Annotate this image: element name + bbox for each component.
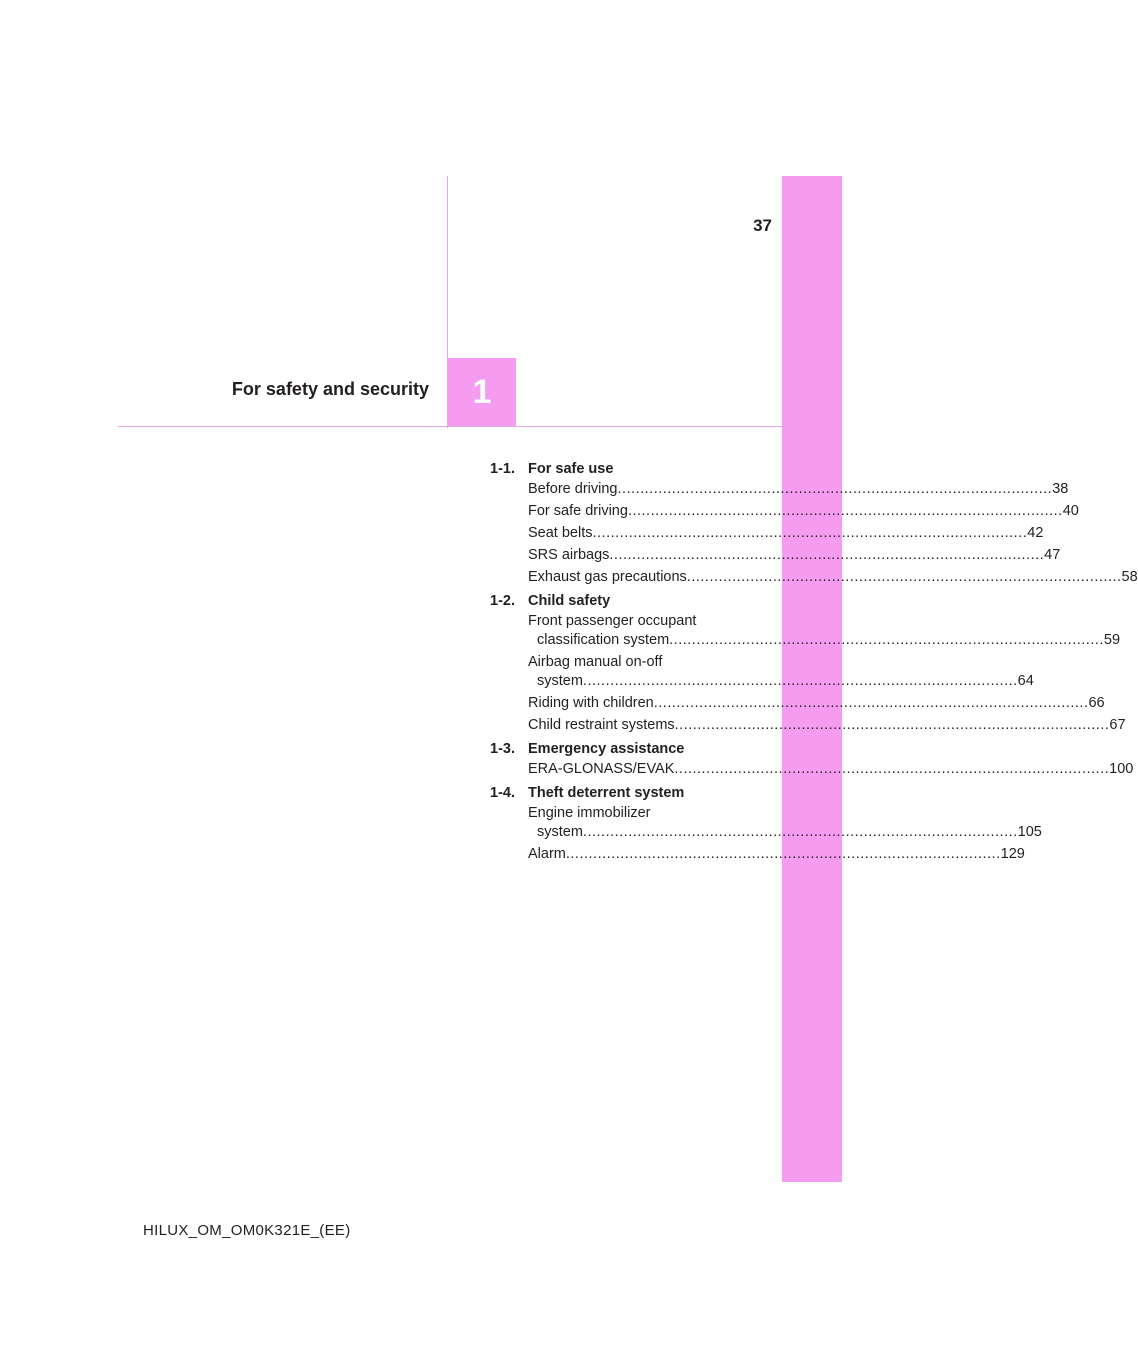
entry-page: 129 <box>1000 846 1025 862</box>
leader-dots <box>687 568 1122 587</box>
section-title[interactable]: Emergency assistance <box>528 741 685 757</box>
entry-text-continued: classification system <box>537 632 670 648</box>
leader-dots <box>593 524 1028 543</box>
entry-page: 40 <box>1062 503 1079 519</box>
toc-entry[interactable] <box>528 716 1126 735</box>
entry-text: Exhaust gas precautions <box>528 569 687 585</box>
toc-section-heading <box>490 459 740 480</box>
leader-dots <box>583 673 1018 689</box>
leader-dots <box>669 632 1104 648</box>
entry-text: Before driving <box>528 481 618 497</box>
toc-section <box>490 591 1126 735</box>
entry-text: Airbag manual on-off <box>528 654 663 670</box>
toc-section <box>490 459 1138 587</box>
entry-text: SRS airbags <box>528 547 610 563</box>
toc-section-heading <box>490 591 740 612</box>
leader-dots <box>617 480 1052 499</box>
entry-page: 38 <box>1052 481 1069 497</box>
entry-text: Front passenger occupant <box>528 613 697 629</box>
toc-entry[interactable] <box>528 612 1121 650</box>
toc-section <box>490 739 1134 779</box>
toc-section <box>490 783 1042 864</box>
section-title[interactable]: Theft deterrent system <box>528 785 685 801</box>
entry-text: Child restraint systems <box>528 717 675 733</box>
page-number: 37 <box>753 216 772 235</box>
entry-page: 47 <box>1044 547 1061 563</box>
toc-section-heading <box>490 739 740 760</box>
toc-entry[interactable] <box>528 804 1042 842</box>
entry-text: Riding with children <box>528 695 654 711</box>
leader-dots <box>583 824 1018 840</box>
toc-section-heading <box>490 783 740 804</box>
entry-page: 105 <box>1017 824 1042 840</box>
entry-text: Alarm <box>528 846 566 862</box>
toc-entry[interactable] <box>528 480 1069 499</box>
leader-dots <box>609 546 1044 565</box>
chapter-number-box: 1 <box>448 358 516 426</box>
entry-page: 59 <box>1103 632 1121 648</box>
entry-page: 42 <box>1027 525 1044 541</box>
chapter-title: For safety and security <box>231 379 429 399</box>
entry-text-continued: system <box>537 673 583 689</box>
toc-entry[interactable] <box>528 502 1079 521</box>
section-number: 1-4. <box>490 785 515 801</box>
toc-entry[interactable] <box>528 694 1105 713</box>
section-title[interactable]: For safe use <box>528 461 614 477</box>
toc-entry[interactable] <box>528 845 1025 864</box>
entry-text: Seat belts <box>528 525 593 541</box>
toc-entry[interactable] <box>528 524 1044 543</box>
section-title[interactable]: Child safety <box>528 593 611 609</box>
entry-text-continued: system <box>537 824 583 840</box>
leader-dots <box>674 760 1109 779</box>
table-of-contents <box>490 459 1138 868</box>
section-number: 1-2. <box>490 593 515 609</box>
leader-dots <box>675 716 1110 735</box>
leader-dots <box>566 845 1001 864</box>
leader-dots <box>628 502 1063 521</box>
entry-page: 66 <box>1088 695 1105 711</box>
entry-text: ERA-GLONASS/EVAK <box>528 761 675 777</box>
entry-text: Engine immobilizer <box>528 805 651 821</box>
entry-page: 67 <box>1109 717 1126 733</box>
toc-entry[interactable] <box>528 568 1138 587</box>
section-number: 1-1. <box>490 461 515 477</box>
toc-entry[interactable] <box>528 653 1034 691</box>
entry-page: 58 <box>1121 569 1138 585</box>
leader-dots <box>654 694 1089 713</box>
horizontal-rule <box>118 426 782 427</box>
toc-entry[interactable] <box>528 760 1134 779</box>
entry-page: 100 <box>1109 761 1134 777</box>
entry-page: 64 <box>1017 673 1034 689</box>
document-footer-code: HILUX_OM_OM0K321E_(EE) <box>143 1222 351 1239</box>
entry-text: For safe driving <box>528 503 628 519</box>
toc-entry[interactable] <box>528 546 1061 565</box>
section-number: 1-3. <box>490 741 515 757</box>
